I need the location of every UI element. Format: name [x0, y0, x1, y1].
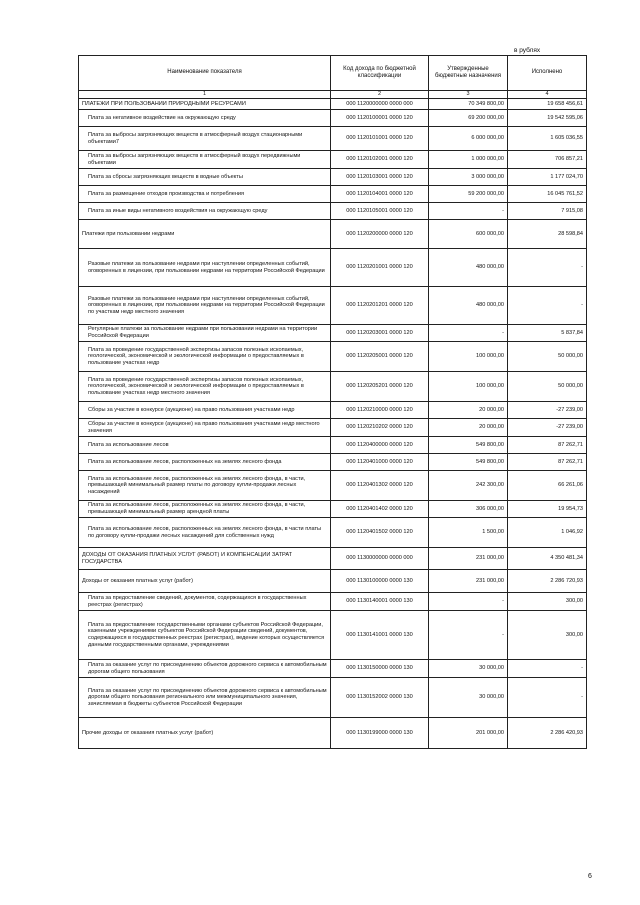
- row-executed: 2 286 720,93: [508, 570, 587, 593]
- row-approved: 306 000,00: [429, 501, 508, 518]
- row-code: 000 1120201001 0000 120: [331, 249, 429, 287]
- row-executed: 1 046,92: [508, 518, 587, 548]
- row-executed: 16 045 761,52: [508, 186, 587, 203]
- row-executed: 66 261,06: [508, 471, 587, 501]
- col-header-approved: Утвержденные бюджетные назначения: [429, 56, 508, 91]
- row-approved: 6 000 000,00: [429, 127, 508, 151]
- table-row: [79, 372, 587, 402]
- row-approved: -: [429, 611, 508, 660]
- row-approved: -: [429, 593, 508, 611]
- table-row: [79, 110, 587, 127]
- table-body: [79, 99, 587, 749]
- row-code: 000 1120102001 0000 120: [331, 151, 429, 169]
- table-row: [79, 593, 587, 611]
- col-header-name: Наименование показателя: [79, 56, 331, 91]
- row-name: Плата за выбросы загрязняющих веществ в атмосферный воздух передвижными объектами: [79, 151, 331, 169]
- table-row: [79, 220, 587, 249]
- row-name: Плата за использование лесов, расположенных на землях лесного фонда: [79, 454, 331, 471]
- row-approved: 69 200 000,00: [429, 110, 508, 127]
- row-name: Плата за предоставление государственными органами субъектов Российской Федерации, казенными учреждениями субъектов Российской Федерации сведений, документов, содержащихся в государственных реестрах (регистрах), ведение которых осуществляется данными государственными органами, учреждениями: [79, 611, 331, 660]
- row-name: Регулярные платежи за пользование недрами при пользовании недрами на территории Российской Федерации: [79, 325, 331, 342]
- table-row: [79, 660, 587, 678]
- row-executed: -27 239,00: [508, 419, 587, 437]
- row-code: 000 1130152002 0000 130: [331, 678, 429, 718]
- row-approved: 600 000,00: [429, 220, 508, 249]
- row-approved: 231 000,00: [429, 570, 508, 593]
- row-code: 000 1120100001 0000 120: [331, 110, 429, 127]
- table-row: [79, 402, 587, 419]
- col-header-executed: Исполнено: [508, 56, 587, 91]
- table-row: [79, 678, 587, 718]
- row-executed: 5 837,84: [508, 325, 587, 342]
- row-code: 000 1120401302 0000 120: [331, 471, 429, 501]
- table-row: [79, 342, 587, 372]
- row-executed: -: [508, 287, 587, 325]
- row-name: ПЛАТЕЖИ ПРИ ПОЛЬЗОВАНИИ ПРИРОДНЫМИ РЕСУРСАМИ: [79, 99, 331, 110]
- row-code: 000 1130100000 0000 130: [331, 570, 429, 593]
- row-executed: -: [508, 249, 587, 287]
- row-name: Плата за иные виды негативного воздействия на окружающую среду: [79, 203, 331, 220]
- row-approved: -: [429, 325, 508, 342]
- row-executed: 300,00: [508, 593, 587, 611]
- row-executed: 87 262,71: [508, 437, 587, 454]
- row-name: Плата за оказание услуг по присоединению объектов дорожного сервиса к автомобильным дорогам общего пользования регионального или межмуниципального значения, зачисляемая в бюджеты субъектов Российской Федерации: [79, 678, 331, 718]
- row-executed: 1 605 036,55: [508, 127, 587, 151]
- col-number: 3: [429, 91, 508, 99]
- table-row: [79, 287, 587, 325]
- table-row: [79, 471, 587, 501]
- table-row: [79, 151, 587, 169]
- row-approved: 100 000,00: [429, 372, 508, 402]
- row-executed: -: [508, 660, 587, 678]
- row-name: Разовые платежи за пользование недрами при наступлении определенных событий, оговоренных в лицензии, при пользовании недрами на территории Российской Федерации по участкам недр местного значения: [79, 287, 331, 325]
- table-row: [79, 611, 587, 660]
- table-row: [79, 419, 587, 437]
- row-approved: 30 000,00: [429, 678, 508, 718]
- row-approved: 549 800,00: [429, 437, 508, 454]
- unit-label: в рублях: [514, 47, 541, 54]
- row-code: 000 1120401502 0000 120: [331, 518, 429, 548]
- row-approved: 549 800,00: [429, 454, 508, 471]
- row-approved: 242 300,00: [429, 471, 508, 501]
- row-code: 000 1130150000 0000 130: [331, 660, 429, 678]
- row-name: Плата за выбросы загрязняющих веществ в атмосферный воздух стационарными объектами7: [79, 127, 331, 151]
- header-row: [79, 56, 587, 91]
- row-approved: 30 000,00: [429, 660, 508, 678]
- row-code: 000 1120201201 0000 120: [331, 287, 429, 325]
- row-executed: -: [508, 678, 587, 718]
- table-row: [79, 169, 587, 186]
- row-name: Доходы от оказания платных услуг (работ): [79, 570, 331, 593]
- row-name: Плата за проведение государственной экспертизы запасов полезных ископаемых, геологической, экономической и экологической информации о предоставляемых в пользование участках недр: [79, 342, 331, 372]
- row-executed: 706 857,21: [508, 151, 587, 169]
- col-number: 1: [79, 91, 331, 99]
- row-executed: 19 954,73: [508, 501, 587, 518]
- row-name: Плата за использование лесов, расположенных на землях лесного фонда, в части, превышающей минимальный размер платы по договору купли-продажи лесных насаждений: [79, 471, 331, 501]
- row-approved: -: [429, 203, 508, 220]
- row-name: Сборы за участие в конкурсе (аукционе) на право пользования участками недр: [79, 402, 331, 419]
- row-name: Плата за оказание услуг по присоединению объектов дорожного сервиса к автомобильным дорогам общего пользования: [79, 660, 331, 678]
- row-name: Платежи при пользовании недрами: [79, 220, 331, 249]
- table-row: [79, 325, 587, 342]
- page-number: 6: [588, 873, 592, 880]
- row-code: 000 1130000000 0000 000: [331, 548, 429, 570]
- row-executed: 19 542 595,06: [508, 110, 587, 127]
- row-name: Плата за размещение отходов производства и потребления: [79, 186, 331, 203]
- row-approved: 201 000,00: [429, 718, 508, 749]
- row-code: 000 1120401402 0000 120: [331, 501, 429, 518]
- table-row: [79, 518, 587, 548]
- row-name: Плата за сбросы загрязняющих веществ в водные объекты: [79, 169, 331, 186]
- row-name: Плата за предоставление сведений, документов, содержащихся в государственных реестрах (регистрах): [79, 593, 331, 611]
- row-code: 000 1120200000 0000 120: [331, 220, 429, 249]
- row-name: Плата за проведение государственной экспертизы запасов полезных ископаемых, геологической, экономической и экологической информации о предоставляемых в пользование участках недр местного значения: [79, 372, 331, 402]
- row-code: 000 1120104001 0000 120: [331, 186, 429, 203]
- row-code: 000 1120400000 0000 120: [331, 437, 429, 454]
- column-number-row: [79, 91, 587, 99]
- row-approved: 3 000 000,00: [429, 169, 508, 186]
- table-row: [79, 454, 587, 471]
- row-executed: 50 000,00: [508, 342, 587, 372]
- table-row: [79, 570, 587, 593]
- row-approved: 100 000,00: [429, 342, 508, 372]
- row-name: ДОХОДЫ ОТ ОКАЗАНИЯ ПЛАТНЫХ УСЛУГ (РАБОТ) И КОМПЕНСАЦИИ ЗАТРАТ ГОСУДАРСТВА: [79, 548, 331, 570]
- col-header-code: Код дохода по бюджетной классификации: [331, 56, 429, 91]
- row-code: 000 1120205001 0000 120: [331, 342, 429, 372]
- row-code: 000 1130140001 0000 130: [331, 593, 429, 611]
- row-executed: 300,00: [508, 611, 587, 660]
- row-approved: 1 500,00: [429, 518, 508, 548]
- table-row: [79, 718, 587, 749]
- table-row: [79, 548, 587, 570]
- row-executed: 4 350 481,34: [508, 548, 587, 570]
- col-number: 2: [331, 91, 429, 99]
- row-code: 000 1120210000 0000 120: [331, 402, 429, 419]
- row-code: 000 1120401000 0000 120: [331, 454, 429, 471]
- table-row: [79, 186, 587, 203]
- row-name: Сборы за участие в конкурсе (аукционе) на право пользования участками недр местного значения: [79, 419, 331, 437]
- row-name: Плата за негативное воздействие на окружающую среду: [79, 110, 331, 127]
- row-approved: 480 000,00: [429, 249, 508, 287]
- row-executed: 7 915,08: [508, 203, 587, 220]
- row-code: 000 1120205201 0000 120: [331, 372, 429, 402]
- row-code: 000 1120103001 0000 120: [331, 169, 429, 186]
- row-executed: 2 286 420,93: [508, 718, 587, 749]
- table-row: [79, 501, 587, 518]
- row-executed: 28 598,84: [508, 220, 587, 249]
- row-name: Прочие доходы от оказания платных услуг (работ): [79, 718, 331, 749]
- table-row: [79, 203, 587, 220]
- row-name: Плата за использование лесов: [79, 437, 331, 454]
- row-name: Плата за использование лесов, расположенных на землях лесного фонда, в части платы по договору купли-продажи лесных насаждений для собственных нужд: [79, 518, 331, 548]
- row-executed: 87 262,71: [508, 454, 587, 471]
- table-row: [79, 99, 587, 110]
- col-number: 4: [508, 91, 587, 99]
- row-code: 000 1120000000 0000 000: [331, 99, 429, 110]
- row-approved: 231 000,00: [429, 548, 508, 570]
- row-code: 000 1120210202 0000 120: [331, 419, 429, 437]
- row-name: Плата за использование лесов, расположенных на землях лесного фонда, в части, превышающей минимальный размер арендной платы: [79, 501, 331, 518]
- row-approved: 70 349 800,00: [429, 99, 508, 110]
- row-executed: 1 177 024,70: [508, 169, 587, 186]
- row-approved: 20 000,00: [429, 419, 508, 437]
- row-approved: 480 000,00: [429, 287, 508, 325]
- table-row: [79, 127, 587, 151]
- row-code: 000 1130141001 0000 130: [331, 611, 429, 660]
- row-executed: -27 239,00: [508, 402, 587, 419]
- row-approved: 1 000 000,00: [429, 151, 508, 169]
- row-code: 000 1120105001 0000 120: [331, 203, 429, 220]
- row-code: 000 1130199000 0000 130: [331, 718, 429, 749]
- row-executed: 50 000,00: [508, 372, 587, 402]
- table-row: [79, 437, 587, 454]
- row-code: 000 1120101001 0000 120: [331, 127, 429, 151]
- row-name: Разовые платежи за пользование недрами при наступлении определенных событий, оговоренных в лицензии, при пользовании недрами на территории Российской Федерации: [79, 249, 331, 287]
- row-code: 000 1120203001 0000 120: [331, 325, 429, 342]
- row-approved: 20 000,00: [429, 402, 508, 419]
- row-executed: 19 658 456,61: [508, 99, 587, 110]
- row-approved: 59 200 000,00: [429, 186, 508, 203]
- table-row: [79, 249, 587, 287]
- budget-table: [78, 55, 587, 749]
